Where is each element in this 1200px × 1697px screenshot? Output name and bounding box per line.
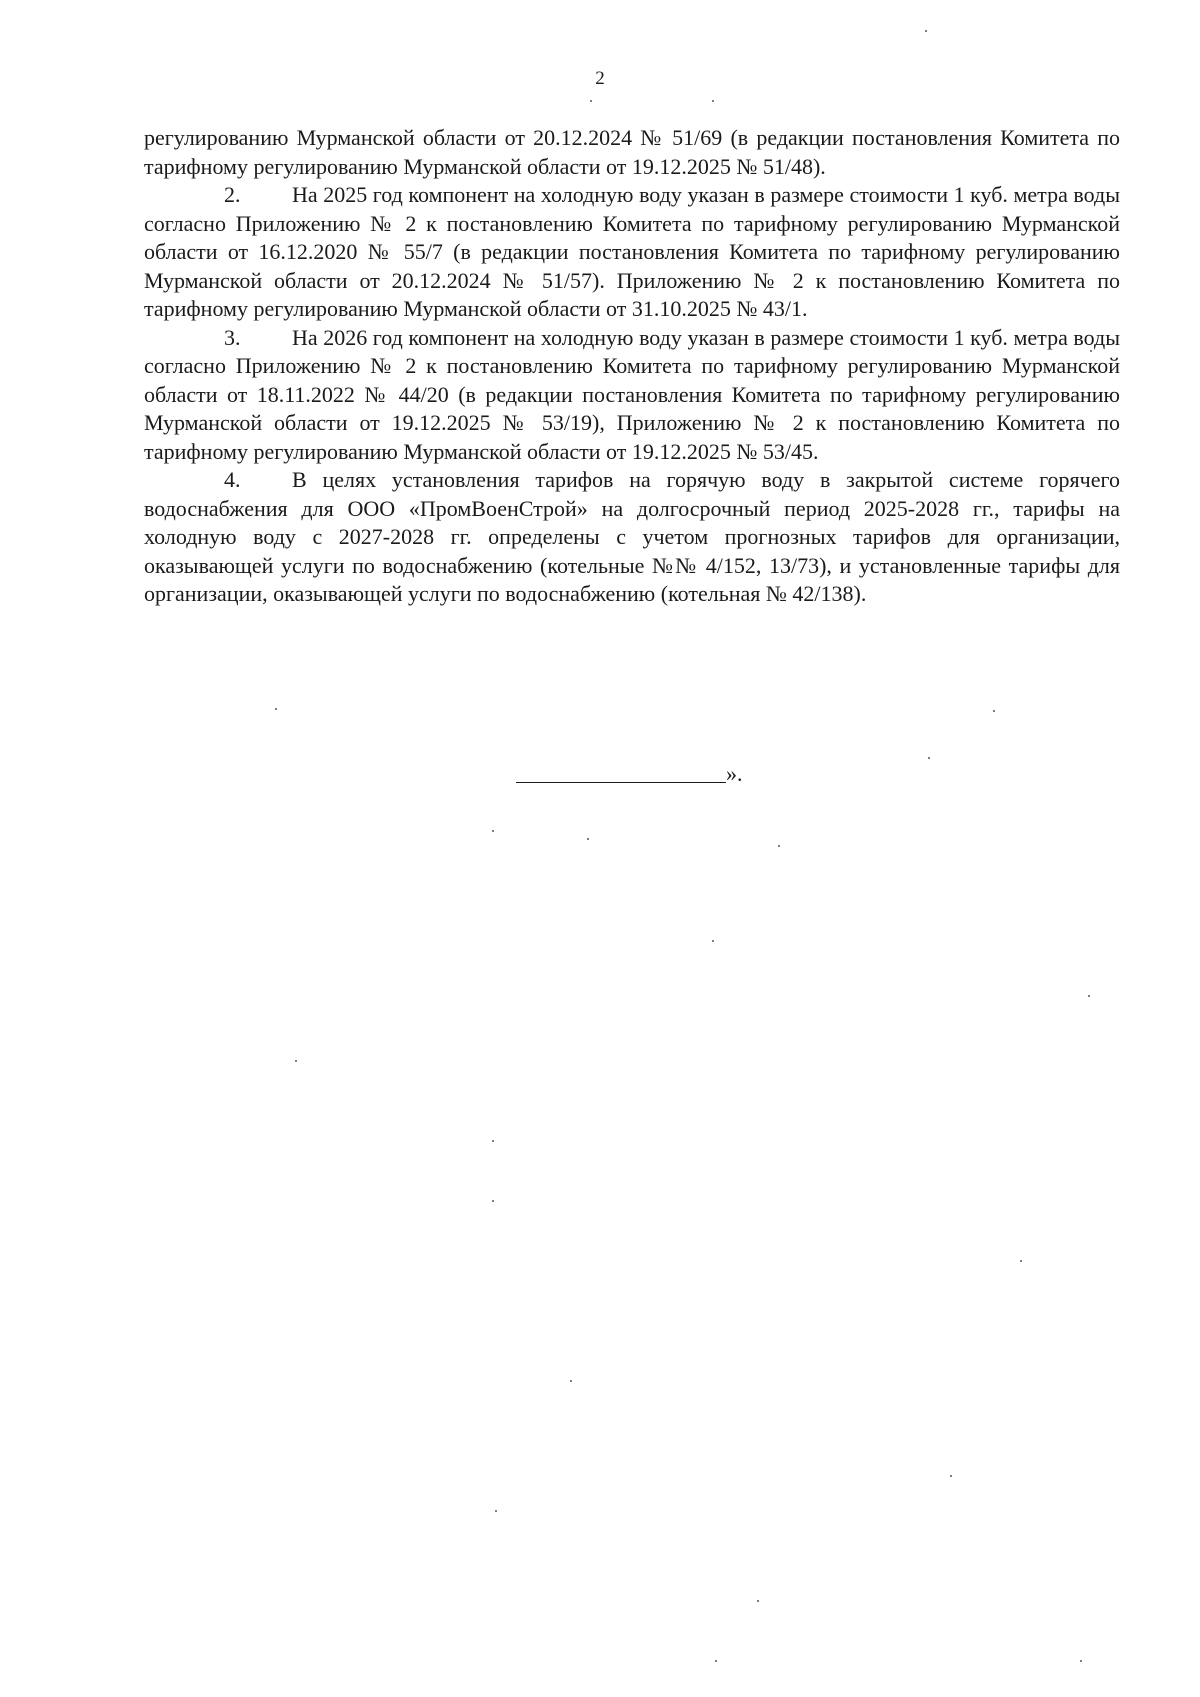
- paragraph-text: регулированию Мурманской области от 20.12.2024 № 51/69 (в редакции постановления Комитета по тарифному регулированию Мурманской области от 19.12.2025 № 51/48).: [144, 125, 1120, 179]
- item-number: 2.: [224, 182, 241, 207]
- paragraph-continuation: [144, 124, 1120, 181]
- paragraph-text: На 2025 год компонент на холодную воду указан в размере стоимости 1 куб. метра воды согласно Приложению № 2 к постановлению Комитета по тарифному регулированию Мурманской области от 16.12.2020 № 55/7 (в редакции постановления Комитета по тарифному регулированию Мурманской области от 20.12.2024 № 51/57). Приложению № 2 к постановлению Комитета по тарифному регулированию Мурманской области от 31.10.2025 № 43/1.: [144, 182, 1120, 321]
- closing-quote: ».: [726, 761, 743, 786]
- list-item-2: [144, 181, 1120, 324]
- list-item-4: [144, 466, 1120, 609]
- separator-line: [516, 760, 726, 783]
- paragraph-text: На 2026 год компонент на холодную воду указан в размере стоимости 1 куб. метра воды согласно Приложению № 2 к постановлению Комитета по тарифному регулированию Мурманской области от 18.11.2022 № 44/20 (в редакции постановления Комитета по тарифному регулированию Мурманской области от 19.12.2025 № 53/19), Приложению № 2 к постановлению Комитета по тарифному регулированию Мурманской области от 19.12.2025 № 53/45.: [144, 324, 1120, 464]
- document-body: [144, 124, 1120, 609]
- paragraph-text: В целях установления тарифов на горячую воду в закрытой системе горячего водоснабжения для ООО «ПромВоенСтрой» на долгосрочный период 2025-2028 гг., тарифы на холодную воду с 2027-2028 гг. определены с учетом прогнозных тарифов для организации, оказывающей услуги по водоснабжению (котельные №№ 4/152, 13/73), и установленные тарифы для организации, оказывающей услуги по водоснабжению (котельная № 42/138).: [144, 467, 1120, 606]
- page-number: 2: [595, 68, 605, 89]
- item-number: 4.: [224, 467, 241, 492]
- item-number: 3.: [224, 324, 241, 350]
- list-item-3: [144, 324, 1120, 467]
- closing-line: [516, 760, 743, 787]
